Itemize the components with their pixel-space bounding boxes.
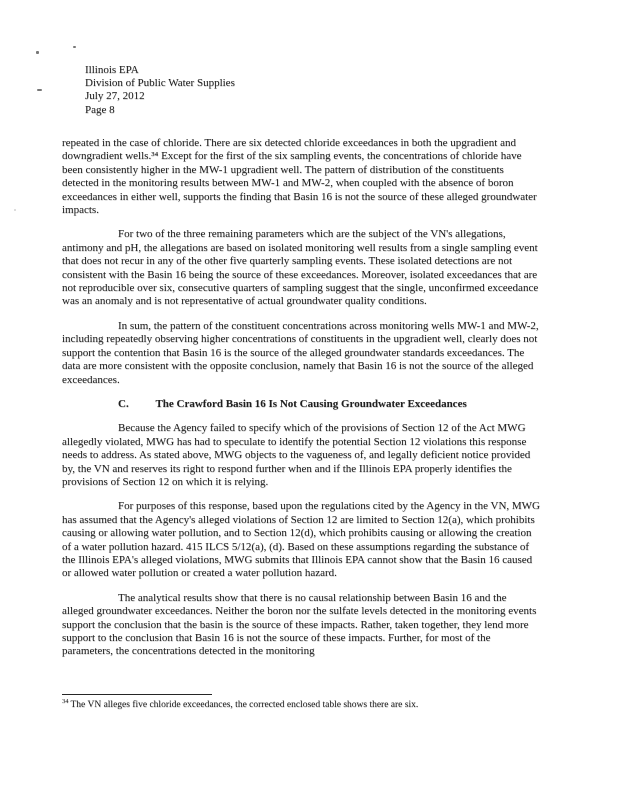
paragraph-in-sum: In sum, the pattern of the constituent concentrations across monitoring wells MW-1 and MW-2, including repeatedly observing higher concentrations of constituents in the upgradient well, clearly does not support the contention that Basin 16 is the source of the alleged groundwater standards exceedances. The data are more consistent with the opposite conclusion, namely that Basin 16 is not the source of the alleged exceedances. [62,319,539,386]
paragraph-agency-failed-to-specify: Because the Agency failed to specify which of the provisions of Section 12 of the Act MWG allegedly violated, MWG has had to speculate to identify the potential Section 12 violations this response needs to address. As stated above, MWG objects to the vagueness of, and legally deficient notice provided by, the VN and reserves its right to respond further when and if the Illinois EPA properly identifies the provisions of Section 12 on which it is relying. [62,422,531,488]
scan-artifact-dot [73,46,76,48]
footnote-rule [62,694,212,695]
paragraph-chloride-exceedances: repeated in the case of chloride. There are six detected chloride exceedances in both the upgradient and downgradient wells.³⁴ Except for the first of the six sampling events, the concentrations of chloride have been consistently higher in the MW-1 upgradient well. The pattern of distribution of the constituents detected in the monitoring results between MW-1 and MW-2, when coupled with the absence of boron exceedances in either well, supports the finding that Basin 16 is not the source of these alleged groundwater impacts. [62,137,537,217]
footnote-area [62,694,540,711]
section-heading-label: C. [118,397,129,410]
section-heading [62,398,540,411]
paragraph-analytical-results: The analytical results show that there is no causal relationship between Basin 16 and the alleged groundwater exceedances. Neither the boron nor the sulfate levels detected in the monitoring events support the conclusion that the basin is the source of these impacts. Rather, taken together, they lend more support to the conclusion that Basin 16 is not the source of these impacts. Further, for most of the parameters, the concentrations detected in the monitoring [62,591,537,658]
paragraph-purposes-of-response: For purposes of this response, based upon the regulations cited by the Agency in the VN, MWG has assumed that the Agency's alleged violations of Section 12 are limited to Section 12(a), which prohibits causing or allowing water pollution, and to Section 12(d), which prohibits causing or allowing the creation of a water pollution hazard. 415 ILCS 5/12(a), (d). Based on these assumptions regarding the substance of the Illinois EPA's alleged violations, MWG submits that Illinois EPA cannot show that the Basin 16 caused or allowed water pollution or created a water pollution hazard. [62,500,541,580]
scan-artifact-dot [36,51,39,54]
header-line-date: July 27, 2012 [85,90,145,103]
paragraph-remaining-parameters: For two of the three remaining parameters which are the subject of the VN's allegations, antimony and pH, the allegations are based on isolated monitoring well results from a single sampling event that does not recur in any of the other five quarterly sampling events. These isolated detections are not consistent with the Basin 16 being the source of these exceedances. Moreover, isolated exceedances that are not reproducible over six, consecutive quarters of sampling suggest that the single, unconfirmed exceedance was an anomaly and is not representative of actual groundwater quality conditions. [62,228,539,308]
footnote [62,699,540,711]
scan-artifact-dot [14,209,16,211]
scan-artifact-dash [37,89,42,91]
footnote-text: The VN alleges five chloride exceedances, the corrected enclosed table shows there are six. [70,700,419,710]
footnote-marker: 34 [62,697,69,705]
document-header [85,64,235,117]
header-line-agency: Illinois EPA [85,64,139,76]
document-body [62,137,540,670]
header-line-division: Division of Public Water Supplies [85,77,235,90]
section-heading-title: The Crawford Basin 16 Is Not Causing Groundwater Exceedances [155,397,467,410]
header-line-page-number: Page 8 [85,103,115,116]
